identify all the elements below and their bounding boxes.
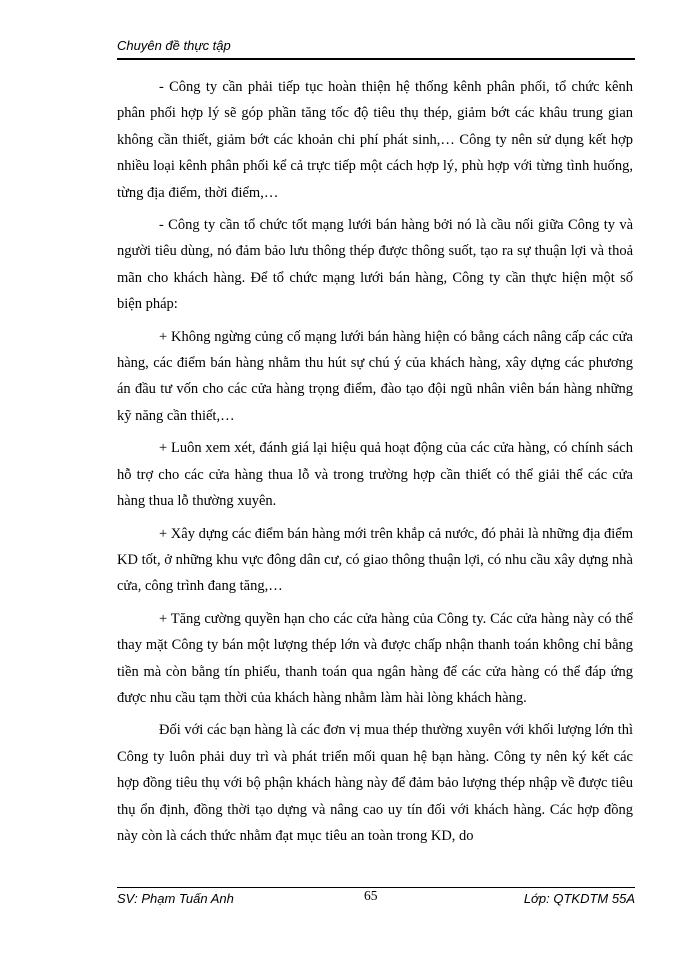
paragraph: - Công ty cần tổ chức tốt mạng lưới bán hàng bởi nó là cầu nối giữa Công ty và người tiêu dùng, nó đảm bảo lưu thông thép được thông suốt, tạo ra sự thuận lợi và thoả mãn cho khách hàng. Để tổ chức mạng lưới bán hàng, Công ty cần thực hiện một số biện pháp:	[117, 217, 633, 313]
footer-student-name: SV: Phạm Tuấn Anh	[117, 891, 234, 906]
paragraph: - Công ty cần phải tiếp tục hoàn thiện hệ thống kênh phân phối, tổ chức kênh phân phối hợp lý sẽ góp phần tăng tốc độ tiêu thụ thép, giảm bớt các khâu trung gian không cần thiết, giảm bớt các khoản chi phí phát sinh,… Công ty nên sử dụng kết hợp nhiều loại kênh phân phối kể cả trực tiếp một cách hợp lý, phù hợp với từng tình huống, từng địa điểm, thời điểm,…	[117, 79, 633, 201]
paragraph: Đối với các bạn hàng là các đơn vị mua thép thường xuyên với khối lượng lớn thì Công ty luôn phải duy trì và phát triển mối quan hệ bạn hàng. Công ty nên ký kết các hợp đồng tiêu thụ với bộ phận khách hàng này để đảm bảo lượng thép nhập về được tiêu thụ ổn định, đồng thời tạo dựng và nâng cao uy tín đối với khách hàng. Các hợp đồng này còn là cách thức nhằm đạt mục tiêu an toàn trong KD, do	[117, 722, 633, 844]
footer-class: Lớp: QTKDTM 55A	[523, 891, 635, 906]
paragraph: + Tăng cường quyền hạn cho các cửa hàng của Công ty. Các cửa hàng này có thể thay mặt Công ty bán một lượng thép lớn và được chấp nhận thanh toán không chỉ bằng tiền mà còn bằng tín phiếu, thanh toán qua ngân hàng để các cửa hàng có thể đáp ứng được nhu cầu tạm thời của khách hàng nhằm làm hài lòng khách hàng.	[117, 610, 633, 706]
paragraph: + Không ngừng củng cố mạng lưới bán hàng hiện có bằng cách nâng cấp các cửa hàng, các điểm bán hàng nhằm thu hút sự chú ý của khách hàng, xây dựng các phương án đầu tư vốn cho các cửa hàng trọng điểm, đào tạo đội ngũ nhân viên bán hàng những kỹ năng cần thiết,…	[117, 328, 633, 424]
document-body	[117, 74, 633, 849]
header-divider	[117, 58, 635, 60]
page-header-title: Chuyên đề thực tập	[117, 38, 231, 53]
paragraph: + Luôn xem xét, đánh giá lại hiệu quả hoạt động của các cửa hàng, có chính sách hỗ trợ cho các cửa hàng thua lỗ và trong trường hợp cần thiết có thể giải thể các cửa hàng thua lỗ thường xuyên.	[117, 440, 633, 510]
paragraph: + Xây dựng các điểm bán hàng mới trên khắp cả nước, đó phải là những địa điểm KD tốt, ở những khu vực đông dân cư, có giao thông thuận lợi, có nhu cầu xây dựng nhà cửa, công trình đang tăng,…	[117, 525, 633, 595]
page-footer	[117, 890, 635, 908]
page-number: 65	[364, 888, 378, 903]
